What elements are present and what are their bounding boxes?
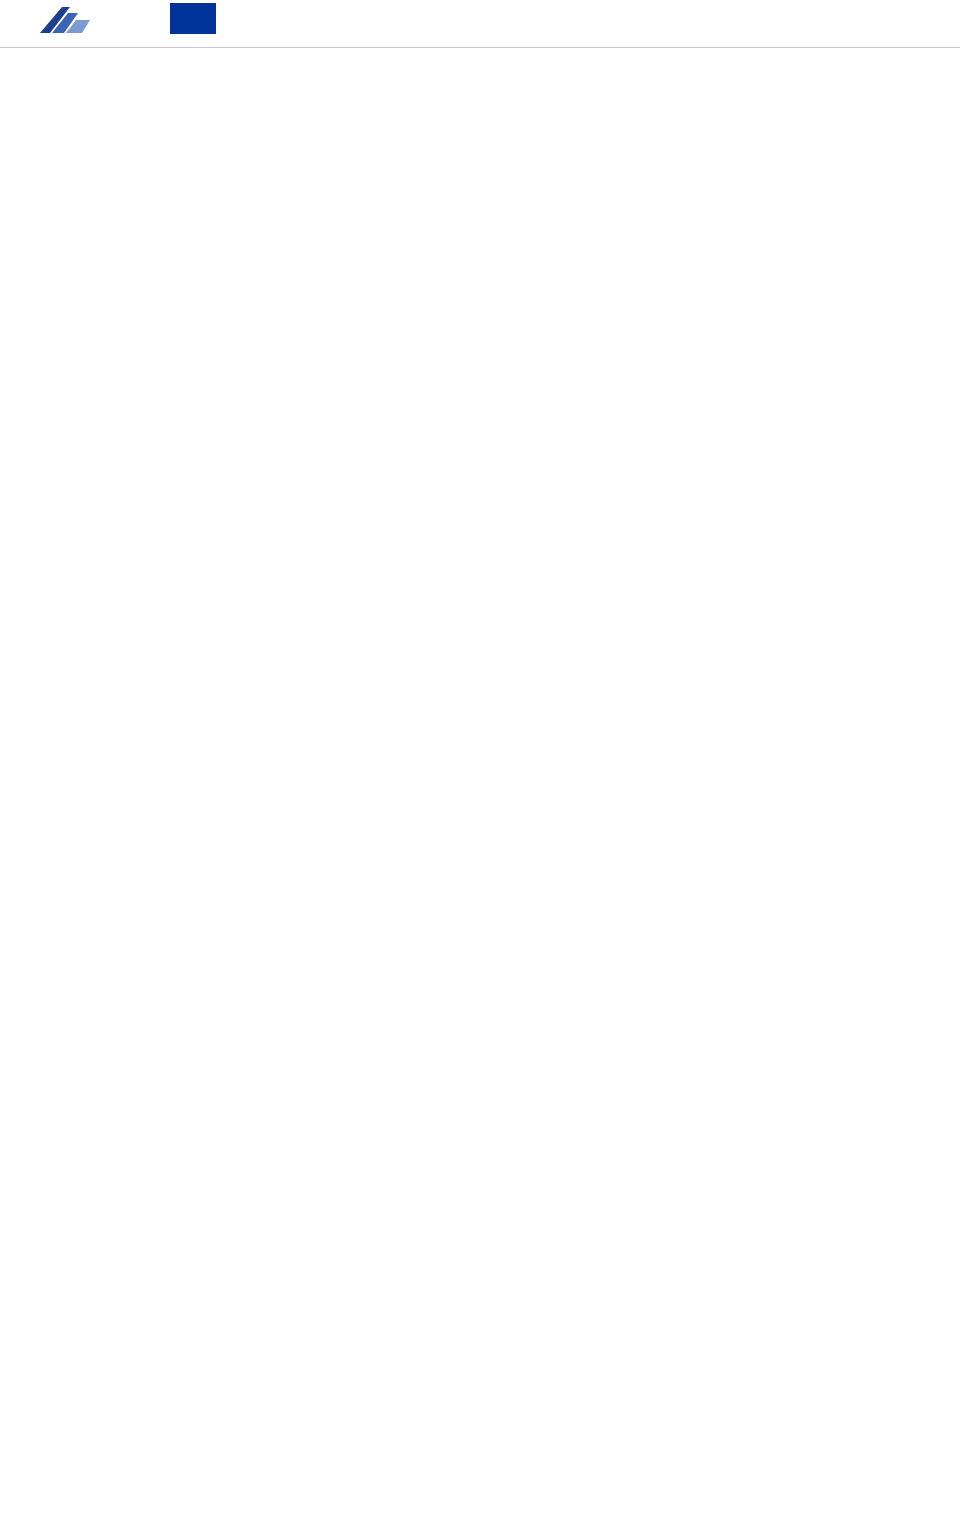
eu-flag-icon <box>170 3 216 34</box>
header-divider <box>0 47 960 48</box>
opd-wing-icon <box>38 3 92 35</box>
page-header <box>0 0 960 52</box>
opd-logo <box>38 2 96 36</box>
